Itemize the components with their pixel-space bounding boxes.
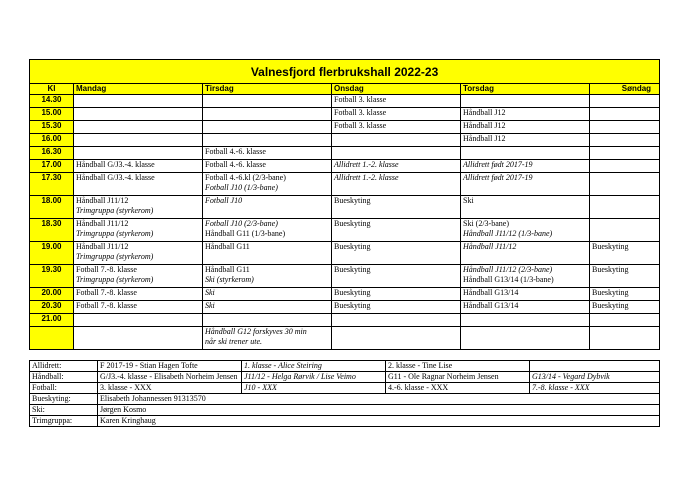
activity-cell	[74, 327, 203, 350]
schedule-row	[30, 121, 660, 134]
activity-text: Håndball J11/12	[76, 196, 129, 205]
activity-cell	[332, 160, 461, 173]
contact-label: Allidrett:	[30, 361, 98, 372]
contact-row	[30, 361, 660, 372]
activity-cell	[203, 314, 332, 327]
contact-value: F 2017-19 - Stian Hagen Tofte	[98, 361, 242, 372]
activity-cell	[461, 108, 590, 121]
contact-row	[30, 372, 660, 383]
activity-cell	[332, 196, 461, 219]
activity-cell	[461, 134, 590, 147]
activity-cell	[203, 134, 332, 147]
activity-cell	[461, 219, 590, 242]
schedule-row	[30, 301, 660, 314]
activity-cell	[590, 160, 660, 173]
contact-table	[29, 360, 660, 427]
activity-text: Håndball J11/12	[463, 242, 517, 251]
activity-cell	[590, 288, 660, 301]
activity-text: når ski trener ute.	[205, 337, 263, 346]
activity-cell	[590, 219, 660, 242]
activity-cell	[332, 95, 461, 108]
activity-text: Håndball G13/14	[463, 288, 519, 297]
contact-label: Bueskyting:	[30, 394, 98, 405]
activity-text: Håndball G11 (1/3-bane)	[205, 229, 286, 238]
activity-cell	[332, 134, 461, 147]
activity-cell	[203, 108, 332, 121]
schedule-row	[30, 288, 660, 301]
contact-value: Jørgen Kosmo	[98, 405, 660, 416]
activity-cell	[332, 108, 461, 121]
activity-cell	[203, 196, 332, 219]
activity-text: Fotball 4.-6. klasse	[205, 147, 266, 156]
activity-cell	[74, 314, 203, 327]
time-cell	[30, 327, 74, 350]
activity-cell	[461, 288, 590, 301]
activity-text: Bueskyting	[592, 288, 629, 297]
contact-value: 2. klasse - Tine Lise	[386, 361, 530, 372]
contact-value: G/J3.-4. klasse - Elisabeth Norheim Jensen	[98, 372, 242, 383]
activity-cell	[203, 95, 332, 108]
activity-cell	[332, 288, 461, 301]
time-cell: 16.00	[30, 134, 74, 147]
header-day: Tirsdag	[203, 84, 332, 95]
activity-text: Bueskyting	[334, 196, 371, 205]
activity-cell	[590, 301, 660, 314]
activity-cell	[74, 288, 203, 301]
activity-cell	[332, 147, 461, 160]
activity-text: Bueskyting	[592, 242, 629, 251]
schedule-row	[30, 314, 660, 327]
activity-text: Håndball J11/12	[76, 219, 129, 228]
activity-cell	[74, 134, 203, 147]
activity-text: Trimgruppa (styrkerom)	[76, 252, 154, 261]
activity-cell	[461, 314, 590, 327]
activity-text: Allidrett 1.-2. klasse	[334, 160, 399, 169]
activity-text: Fotball 7.-8. klasse	[76, 301, 137, 310]
activity-cell	[203, 288, 332, 301]
activity-cell	[74, 95, 203, 108]
activity-text: Allidrett født 2017-19	[463, 173, 533, 182]
activity-text: Bueskyting	[334, 288, 371, 297]
time-cell: 20.00	[30, 288, 74, 301]
time-cell: 20.30	[30, 301, 74, 314]
activity-cell	[590, 314, 660, 327]
activity-cell	[74, 160, 203, 173]
time-cell: 17.00	[30, 160, 74, 173]
activity-cell	[590, 327, 660, 350]
activity-cell	[203, 173, 332, 196]
activity-text: Ski	[205, 301, 215, 310]
activity-text: Håndball G11	[205, 265, 250, 274]
activity-text: Håndball G12 forskyves 30 min	[205, 327, 307, 336]
contact-value: J11/12 - Helga Rørvik / Lise Veimo	[242, 372, 386, 383]
activity-text: Bueskyting	[334, 265, 371, 274]
activity-text: Fotball 3. klasse	[334, 108, 387, 117]
contact-row	[30, 394, 660, 405]
schedule-title: Valnesfjord flerbrukshall 2022-23	[30, 60, 660, 84]
activity-cell	[203, 121, 332, 134]
activity-cell	[590, 265, 660, 288]
activity-text: Fotball 7.-8. klasse	[76, 288, 137, 297]
activity-cell	[203, 242, 332, 265]
schedule-row	[30, 196, 660, 219]
activity-text: Håndball G/J3.-4. klasse	[76, 160, 155, 169]
activity-cell	[590, 173, 660, 196]
schedule-row	[30, 134, 660, 147]
activity-cell	[74, 173, 203, 196]
time-cell: 14.30	[30, 95, 74, 108]
activity-text: Bueskyting	[334, 219, 371, 228]
activity-text: Ski (2/3-bane)	[463, 219, 509, 228]
activity-cell	[461, 242, 590, 265]
activity-text: Fotball J10	[205, 196, 243, 205]
activity-cell	[461, 265, 590, 288]
activity-cell	[203, 147, 332, 160]
activity-cell	[590, 242, 660, 265]
activity-cell	[74, 242, 203, 265]
schedule-row	[30, 173, 660, 196]
activity-cell	[590, 147, 660, 160]
schedule-row	[30, 265, 660, 288]
header-day: Mandag	[74, 84, 203, 95]
activity-text: Fotball 3. klasse	[334, 121, 387, 130]
activity-cell	[461, 327, 590, 350]
activity-cell	[203, 301, 332, 314]
contact-value: Elisabeth Johannessen 91313570	[98, 394, 660, 405]
activity-cell	[74, 219, 203, 242]
activity-text: Bueskyting	[592, 301, 629, 310]
contact-value: G13/14 - Vegard Dybvik	[530, 372, 660, 383]
schedule-row	[30, 160, 660, 173]
schedule-row	[30, 327, 660, 350]
activity-cell	[590, 95, 660, 108]
activity-cell	[461, 301, 590, 314]
contact-value: 4.-6. klasse - XXX	[386, 383, 530, 394]
time-cell: 17.30	[30, 173, 74, 196]
contact-value: 3. klasse - XXX	[98, 383, 242, 394]
activity-cell	[74, 301, 203, 314]
activity-text: Fotball J10 (1/3-bane)	[205, 183, 278, 192]
header-day: Onsdag	[332, 84, 461, 95]
activity-cell	[332, 327, 461, 350]
activity-text: Håndball J12	[463, 121, 506, 130]
activity-text: Håndball J11/12 (2/3-bane)	[463, 265, 553, 274]
activity-cell	[590, 134, 660, 147]
activity-text: Bueskyting	[592, 265, 629, 274]
activity-cell	[332, 219, 461, 242]
activity-text: Ski	[205, 288, 215, 297]
activity-cell	[332, 314, 461, 327]
activity-cell	[203, 160, 332, 173]
time-cell: 21.00	[30, 314, 74, 327]
time-cell: 19.30	[30, 265, 74, 288]
time-cell: 18.00	[30, 196, 74, 219]
activity-text: Trimgruppa (styrkerom)	[76, 229, 154, 238]
contact-row	[30, 405, 660, 416]
activity-text: Bueskyting	[334, 301, 371, 310]
time-cell: 16.30	[30, 147, 74, 160]
activity-cell	[74, 147, 203, 160]
schedule-row	[30, 95, 660, 108]
activity-cell	[461, 121, 590, 134]
schedule-row	[30, 108, 660, 121]
activity-cell	[332, 301, 461, 314]
contact-value	[530, 361, 660, 372]
header-kl: Kl	[30, 84, 74, 95]
activity-text: Fotball J10 (2/3-bane)	[205, 219, 278, 228]
activity-text: Håndball G13/14	[463, 301, 519, 310]
activity-text: Håndball G13/14 (1/3-bane)	[463, 275, 554, 284]
schedule-header-row	[30, 84, 660, 95]
time-cell: 18.30	[30, 219, 74, 242]
contact-value: J10 - XXX	[242, 383, 386, 394]
activity-cell	[461, 160, 590, 173]
activity-text: Ski (styrkerom)	[205, 275, 254, 284]
activity-text: Bueskyting	[334, 242, 371, 251]
activity-cell	[332, 265, 461, 288]
contact-label: Fotball:	[30, 383, 98, 394]
activity-text: Håndball G11	[205, 242, 250, 251]
activity-text: Fotball 4.-6.kl (2/3-bane)	[205, 173, 286, 182]
activity-cell	[74, 108, 203, 121]
activity-text: Trimgruppa (styrkerom)	[76, 206, 154, 215]
activity-cell	[332, 173, 461, 196]
activity-cell	[461, 173, 590, 196]
schedule-row	[30, 219, 660, 242]
activity-text: Allidrett 1.-2. klasse	[334, 173, 399, 182]
time-cell: 15.00	[30, 108, 74, 121]
activity-cell	[74, 121, 203, 134]
activity-cell	[203, 265, 332, 288]
contact-row	[30, 416, 660, 427]
activity-text: Håndball G/J3.-4. klasse	[76, 173, 155, 182]
schedule-row	[30, 242, 660, 265]
activity-cell	[590, 121, 660, 134]
contact-value: 7.-8. klasse - XXX	[530, 383, 660, 394]
contact-value: 1. klasse - Alice Steiring	[242, 361, 386, 372]
activity-text: Håndball J12	[463, 134, 506, 143]
activity-cell	[461, 147, 590, 160]
activity-cell	[332, 121, 461, 134]
activity-text: Fotball 4.-6. klasse	[205, 160, 266, 169]
activity-text: Ski	[463, 196, 474, 205]
activity-cell	[74, 196, 203, 219]
activity-cell	[590, 108, 660, 121]
schedule-row	[30, 147, 660, 160]
activity-text: Trimgruppa (styrkerom)	[76, 275, 154, 284]
activity-cell	[590, 196, 660, 219]
contact-label: Trimgruppa:	[30, 416, 98, 427]
time-cell: 15.30	[30, 121, 74, 134]
activity-text: Fotball 3. klasse	[334, 95, 387, 104]
contact-row	[30, 383, 660, 394]
activity-cell	[461, 95, 590, 108]
activity-cell	[203, 219, 332, 242]
activity-cell	[74, 265, 203, 288]
activity-text: Fotball 7.-8. klasse	[76, 265, 137, 274]
header-day: Torsdag	[461, 84, 590, 95]
activity-text: Allidrett født 2017-19	[463, 160, 533, 169]
schedule-table	[29, 59, 660, 350]
contact-value: Karen Kringhaug	[98, 416, 660, 427]
contact-label: Håndball:	[30, 372, 98, 383]
header-day: Søndag	[590, 84, 660, 95]
activity-cell	[461, 196, 590, 219]
activity-text: Håndball J11/12 (1/3-bane)	[463, 229, 553, 238]
contact-label: Ski:	[30, 405, 98, 416]
time-cell: 19.00	[30, 242, 74, 265]
activity-cell	[203, 327, 332, 350]
contact-value: G11 - Ole Ragnar Norheim Jensen	[386, 372, 530, 383]
activity-text: Håndball J12	[463, 108, 506, 117]
activity-text: Håndball J11/12	[76, 242, 129, 251]
activity-cell	[332, 242, 461, 265]
